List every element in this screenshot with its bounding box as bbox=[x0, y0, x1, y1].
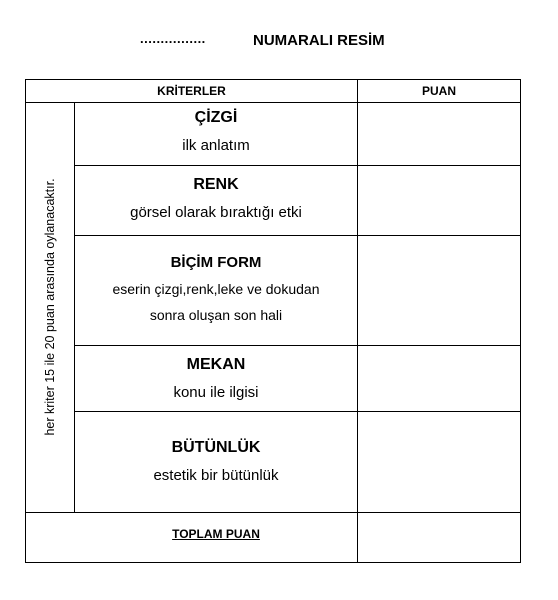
score-column-header: PUAN bbox=[421, 84, 456, 98]
header-divider bbox=[26, 102, 520, 103]
criterion-name: MEKAN bbox=[186, 356, 246, 373]
criterion-description: eserin çizgi,renk,leke ve dokudan bbox=[112, 281, 320, 297]
criterion-description: konu ile ilgisi bbox=[173, 384, 259, 401]
criterion-space bbox=[75, 354, 357, 404]
row-divider-1 bbox=[74, 165, 521, 166]
criterion-unity bbox=[75, 437, 357, 487]
row-divider-2 bbox=[74, 235, 521, 236]
score-column-divider bbox=[357, 80, 358, 562]
criterion-form bbox=[75, 252, 357, 328]
total-score-label: TOPLAM PUAN bbox=[172, 527, 260, 541]
criterion-color bbox=[75, 174, 357, 224]
criterion-name: RENK bbox=[193, 176, 239, 193]
criterion-name: BÜTÜNLÜK bbox=[171, 439, 261, 456]
criterion-line bbox=[75, 107, 357, 157]
row-divider-3 bbox=[74, 345, 521, 346]
criteria-column-header: KRİTERLER bbox=[157, 84, 226, 98]
page-heading bbox=[0, 31, 558, 55]
criterion-description: estetik bir bütünlük bbox=[153, 467, 279, 484]
criterion-name: BİÇİM FORM bbox=[170, 254, 262, 271]
page-title: NUMARALI RESİM bbox=[253, 32, 385, 49]
number-blank: ................ bbox=[140, 31, 206, 46]
evaluation-table bbox=[25, 79, 521, 563]
side-note: her kriter 15 ile 20 puan arasında oylanacaktır. bbox=[43, 178, 57, 436]
criterion-description: sonra oluşan son hali bbox=[149, 307, 283, 323]
criterion-description: görsel olarak bıraktığı etki bbox=[130, 204, 302, 221]
total-row-divider bbox=[26, 512, 520, 513]
criterion-name: ÇİZGİ bbox=[194, 109, 238, 126]
row-divider-4 bbox=[74, 411, 521, 412]
side-note-cell bbox=[26, 103, 74, 512]
criterion-description: ilk anlatım bbox=[182, 137, 250, 154]
